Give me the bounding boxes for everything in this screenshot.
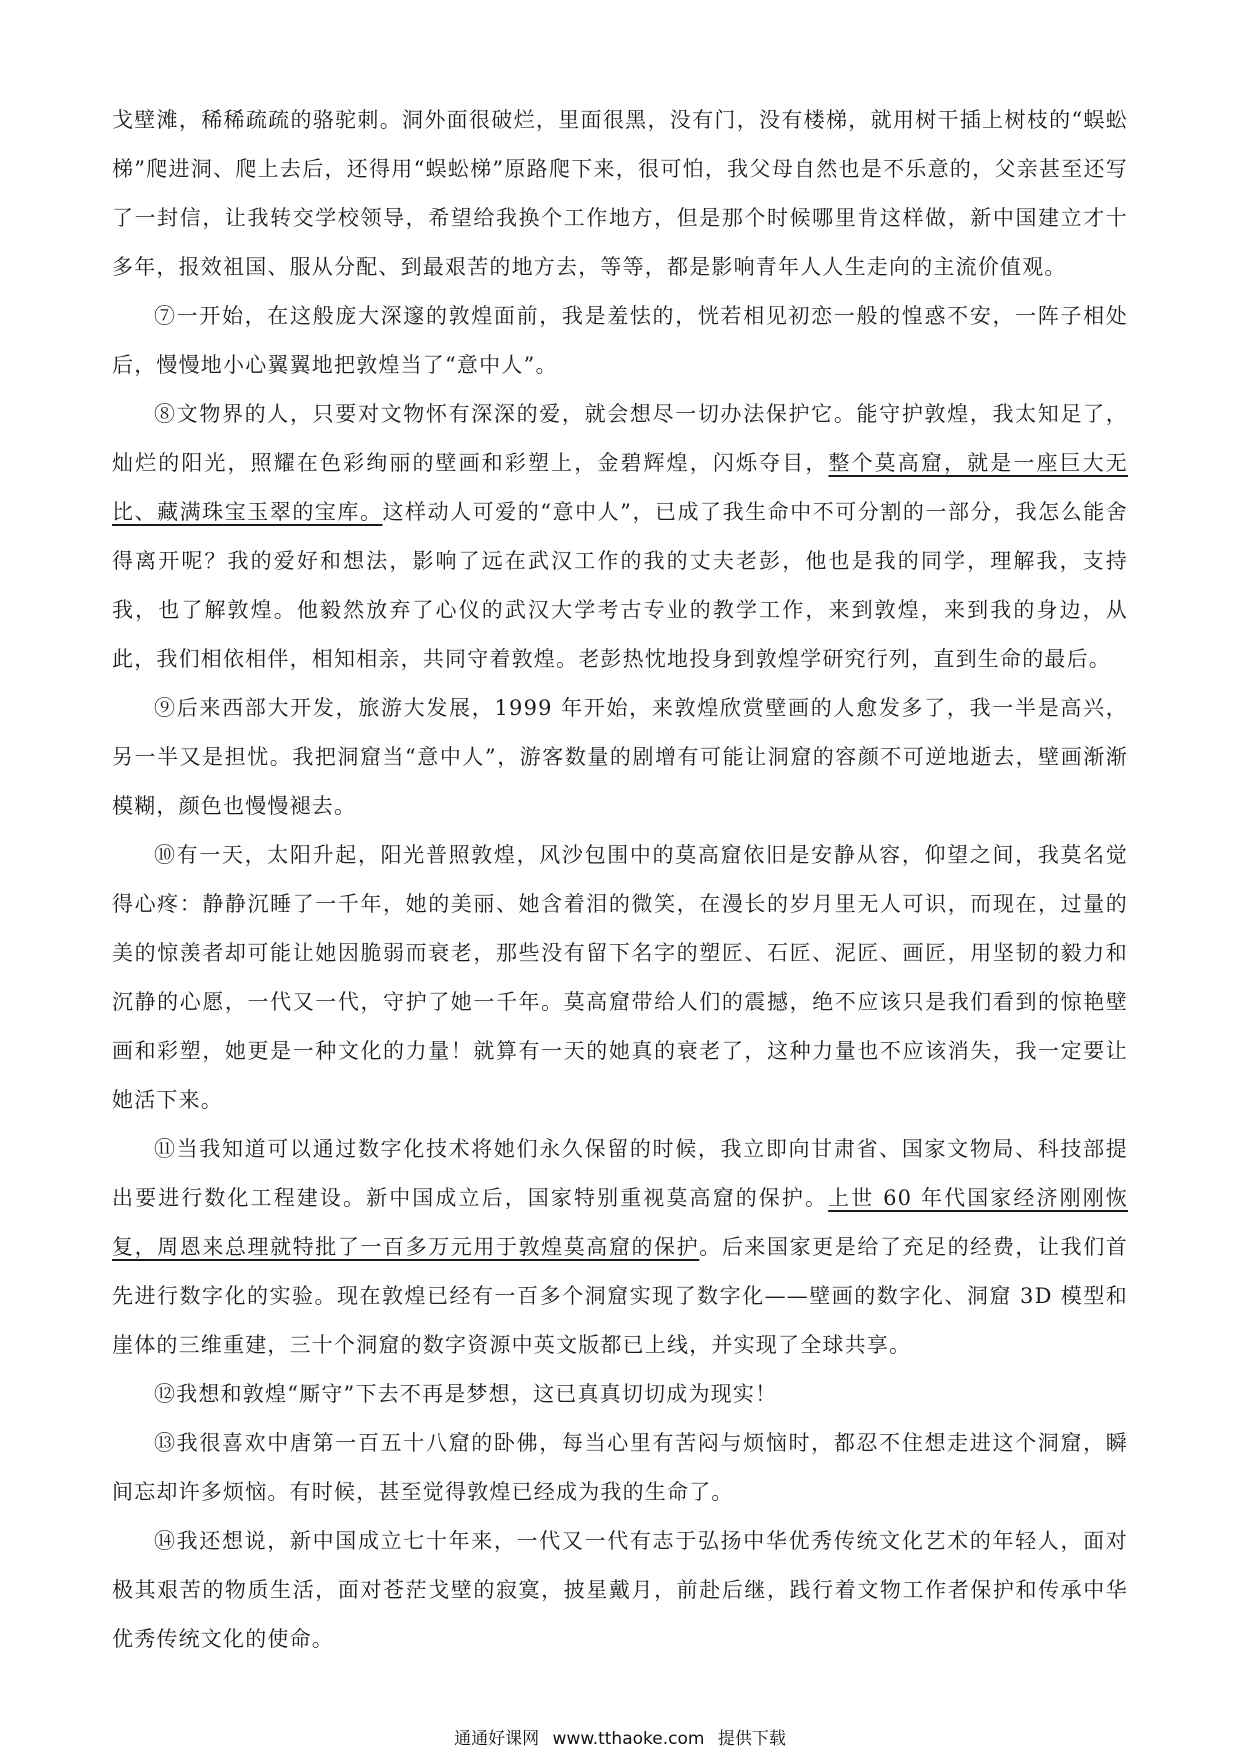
- paragraph-text: ⑧文物界的人，只要对文物怀有深深的爱，就会想尽一切办法保护它。能守护敦煌，我太知足了，灿烂的阳光，照耀在色彩绚丽的壁画和彩塑上，金碧辉煌，闪烁夺目，: [112, 402, 1128, 475]
- underlined-sentence: 上世 60 年代国家经济刚刚恢复，周恩来总理就特批了一百多万元用于敦煌莫高窟的保护: [112, 1186, 1129, 1259]
- paragraph-text: ⑨后来西部大开发，旅游大发展，1999 年开始，来敦煌欣赏壁画的人愈发多了，我一半是高兴，另一半又是担忧。我把洞窟当“意中人”，游客数量的剧增有可能让洞窟的容颜不可逆地逝去，壁画渐渐模糊，颜色也慢慢褪去。: [112, 696, 1128, 818]
- footer-site-name: 通通好课网: [454, 1729, 540, 1749]
- paragraph-11: [112, 1125, 1128, 1370]
- paragraph-14: [112, 1517, 1128, 1664]
- paragraph-text: ⑫我想和敦煌“厮守”下去不再是梦想，这已真真切切成为现实！: [154, 1382, 778, 1406]
- paragraph-6-continued: [112, 96, 1128, 292]
- page-footer: [0, 1728, 1240, 1750]
- paragraph-text: 这样动人可爱的“意中人”，已成了我生命中不可分割的一部分，我怎么能舍得离开呢？我的爱好和想法，影响了远在武汉工作的我的丈夫老彭，他也是我的同学，理解我，支持我，也了解敦煌。他毅然放弃了心仪的武汉大学考古专业的教学工作，来到敦煌，来到我的身边，从此，我们相依相伴，相知相亲，共同守着敦煌。老彭热忱地投身到敦煌学研究行列，直到生命的最后。: [112, 500, 1128, 671]
- underlined-sentence: 整个莫高窟，就是一座巨大无比、藏满珠宝玉翠的宝库。: [112, 451, 1128, 524]
- document-body: [112, 96, 1128, 1664]
- paragraph-text: ⑪当我知道可以通过数字化技术将她们永久保留的时候，我立即向甘肃省、国家文物局、科技部提出要进行数化工程建设。新中国成立后，国家特别重视莫高窟的保护。: [112, 1137, 1128, 1210]
- paragraph-text: 。后来国家更是给了充足的经费，让我们首先进行数字化的实验。现在敦煌已经有一百多个洞窟实现了数字化——壁画的数字化、洞窟 3D 模型和崖体的三维重建，三十个洞窟的数字资源中英文版都已上线，并实现了全球共享。: [112, 1235, 1128, 1357]
- paragraph-7: [112, 292, 1128, 390]
- paragraph-text: ⑦一开始，在这般庞大深邃的敦煌面前，我是羞怯的，恍若相见初恋一般的惶惑不安，一阵子相处后，慢慢地小心翼翼地把敦煌当了“意中人”。: [112, 304, 1128, 377]
- paragraph-text: 戈壁滩，稀稀疏疏的骆驼刺。洞外面很破烂，里面很黑，没有门，没有楼梯，就用树干插上树枝的“蜈蚣梯”爬进洞、爬上去后，还得用“蜈蚣梯”原路爬下来，很可怕，我父母自然也是不乐意的，父亲甚至还写了一封信，让我转交学校领导，希望给我换个工作地方，但是那个时候哪里肯这样做，新中国建立才十多年，报效祖国、服从分配、到最艰苦的地方去，等等，都是影响青年人人生走向的主流价值观。: [112, 108, 1128, 279]
- paragraph-8: [112, 390, 1128, 684]
- paragraph-text: ⑬我很喜欢中唐第一百五十八窟的卧佛，每当心里有苦闷与烦恼时，都忍不住想走进这个洞窟，瞬间忘却许多烦恼。有时候，甚至觉得敦煌已经成为我的生命了。: [112, 1431, 1128, 1504]
- footer-url[interactable]: www.tthaoke.com: [552, 1729, 705, 1749]
- paragraph-13: [112, 1419, 1128, 1517]
- paragraph-10: [112, 831, 1128, 1125]
- paragraph-text: ⑩有一天，太阳升起，阳光普照敦煌，风沙包围中的莫高窟依旧是安静从容，仰望之间，我莫名觉得心疼：静静沉睡了一千年，她的美丽、她含着泪的微笑，在漫长的岁月里无人可识，而现在，过量的美的惊羡者却可能让她因脆弱而衰老，那些没有留下名字的塑匠、石匠、泥匠、画匠，用坚韧的毅力和沉静的心愿，一代又一代，守护了她一千年。莫高窟带给人们的震撼，绝不应该只是我们看到的惊艳壁画和彩塑，她更是一种文化的力量！就算有一天的她真的衰老了，这种力量也不应该消失，我一定要让她活下来。: [112, 843, 1128, 1112]
- paragraph-text: ⑭我还想说，新中国成立七十年来，一代又一代有志于弘扬中华优秀传统文化艺术的年轻人，面对极其艰苦的物质生活，面对苍茫戈壁的寂寞，披星戴月，前赴后继，践行着文物工作者保护和传承中华优秀传统文化的使命。: [112, 1529, 1128, 1651]
- footer-suffix: 提供下载: [717, 1729, 786, 1749]
- paragraph-12: [112, 1370, 1128, 1419]
- paragraph-9: [112, 684, 1128, 831]
